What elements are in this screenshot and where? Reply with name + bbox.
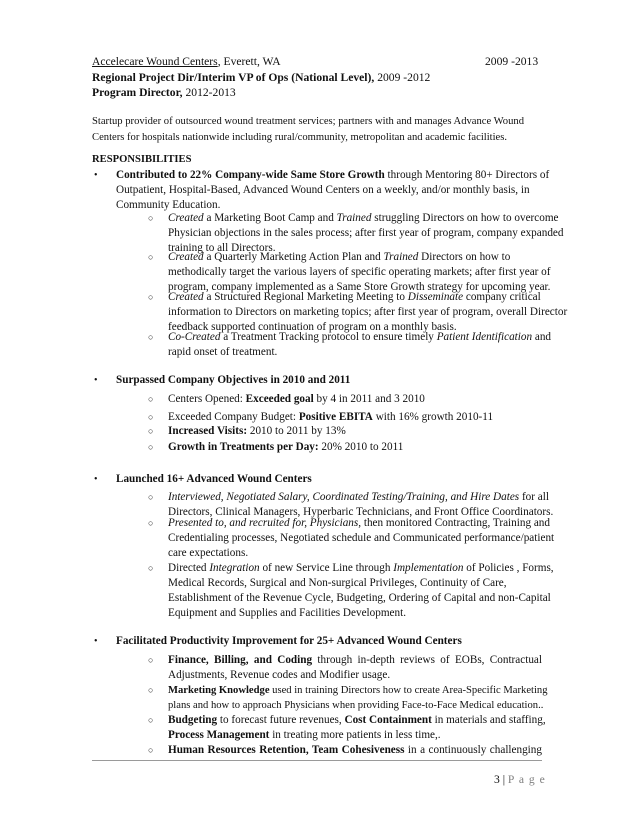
text-run: Implementation [393, 562, 464, 574]
text-run: Budgeting [168, 714, 218, 726]
circle-bullet-icon: ○ [148, 332, 154, 342]
circle-bullet-icon: ○ [148, 412, 154, 422]
circle-bullet-icon: ○ [148, 518, 154, 528]
text-run: Growth in Treatments per Day: [168, 441, 319, 453]
text-run: company critical [463, 291, 541, 303]
b2-sub3 [168, 424, 346, 439]
text-run: Process Management [168, 729, 270, 741]
text-run: Interviewed, Negotiated Salary, Coordinated Testing/Training, and Hire Dates [168, 491, 520, 503]
text-run: Directed [168, 562, 210, 574]
b4-sub2-line-1 [168, 683, 548, 698]
b2-sub4 [168, 440, 403, 455]
employment-years: 2009 -2013 [485, 55, 539, 68]
bullet-3-heading: Launched 16+ Advanced Wound Centers [116, 473, 312, 485]
text-run: for all [519, 491, 549, 503]
circle-bullet-icon: ○ [148, 442, 154, 452]
b2-sub2 [168, 410, 493, 425]
b4-sub3-line-1 [168, 713, 546, 728]
text-run: a Marketing Boot Camp and [203, 212, 337, 224]
b4-sub2-line-2: plans and how to approach Physicians when providing Face-to-Face Medical education.. [168, 700, 544, 711]
b3-sub2-line-1 [168, 516, 550, 531]
bullet-2-heading: Surpassed Company Objectives in 2010 and 2011 [116, 374, 351, 386]
b1-sub2-line-1 [168, 250, 510, 265]
text-run: Integration [209, 562, 260, 574]
text-run: Created [168, 212, 204, 224]
circle-bullet-icon: ○ [148, 292, 154, 302]
b3-sub3-line-4: Equipment and Supplies and Facilities Development. [168, 607, 407, 619]
circle-bullet-icon: ○ [148, 563, 154, 573]
text-run: to forecast future revenues, [217, 714, 345, 726]
b3-sub1-line-2: Directors, Clinical Managers, Hyperbaric Technicians, and Front Office Coordinators. [168, 506, 554, 518]
company-name: Accelecare Wound Centers [92, 55, 218, 68]
b1-sub4-line-2: rapid onset of treatment. [168, 346, 278, 358]
b1-sub1-line-2: Physician objections in the sales process; after first year of program, company expanded [168, 227, 564, 239]
text-run: of new Service Line through [259, 562, 394, 574]
text-run: and [532, 331, 552, 343]
text-run: Trained [383, 251, 419, 263]
circle-bullet-icon: ○ [148, 745, 154, 755]
text-run: Directors on how to [418, 251, 511, 263]
summary-line-2: Centers for hospitals nationwide including rural/community, metropolitan and academic facilities. [92, 132, 508, 143]
text-run: in a continuously challenging [404, 744, 542, 756]
b4-sub1-line-1 [168, 653, 542, 668]
role-2-years: 2012-2013 [182, 86, 236, 99]
text-run: Co-Created [168, 331, 221, 343]
text-run: Increased Visits: [168, 425, 248, 437]
b3-sub3-line-3: Establishment of the Revenue Cycle, Budgeting, Ordering of Capital and non-Capital [168, 592, 551, 604]
b3-sub3-line-2: Medical Records, Surgical and Non-surgical Privileges, Continuity of Care, [168, 577, 507, 589]
bullet-1-heading: Contributed to 22% Company-wide Same Store Growth [116, 169, 385, 181]
bullet-1-line-3: Community Education. [116, 199, 221, 211]
text-run: Trained [336, 212, 372, 224]
bullet-icon: • [94, 636, 98, 647]
role-line-2 [92, 85, 236, 100]
b1-sub2-line-2: methodically target the various layers of specific operating markets; after first year of [168, 266, 551, 278]
bullet-1-line-1 [116, 168, 549, 183]
b3-sub1-line-1 [168, 490, 549, 505]
b1-sub1-line-1 [168, 211, 559, 226]
text-run: Finance, Billing, and Coding [168, 654, 313, 666]
b3-sub3-line-1 [168, 561, 554, 576]
text-run: Presented to, and recruited for, Physicians, [168, 517, 362, 529]
b1-sub3-line-3: feedback supported continuation of program on a monthly basis. [168, 321, 457, 333]
bullet-icon: • [94, 170, 98, 181]
circle-bullet-icon: ○ [148, 655, 154, 665]
b1-sub3-line-2: information to Directors on marketing topics; after first year of program, overall Director [168, 306, 568, 318]
text-run: in treating more patients in less time,. [269, 729, 441, 741]
text-run: 20% 2010 to 2011 [318, 441, 404, 453]
circle-bullet-icon: ○ [148, 492, 154, 502]
text-run: Cost Containment [344, 714, 432, 726]
b1-sub3-line-1 [168, 290, 541, 305]
role-1-years: 2009 -2012 [374, 71, 431, 84]
text-run: Patient Identification [436, 331, 533, 343]
text-run: | [499, 773, 508, 786]
text-run: a Quarterly Marketing Action Plan and [203, 251, 384, 263]
text-run: Exceeded goal [245, 393, 314, 405]
text-run: through Mentoring 80+ Directors of [384, 169, 550, 181]
footer-divider [92, 760, 542, 761]
role-1-title: Regional Project Dir/Interim VP of Ops (National Level), [92, 71, 375, 84]
text-run: Marketing Knowledge [168, 685, 270, 696]
b1-sub2-line-3: program, company implemented as a Same Store Growth strategy for upcoming year. [168, 281, 551, 293]
text-run: a Treatment Tracking protocol to ensure timely [220, 331, 437, 343]
b3-sub2-line-2: Credentialing processes, Negotiated schedule and Communicated performance/patient [168, 532, 555, 544]
b3-sub2-line-3: care expectations. [168, 547, 249, 559]
bullet-1-line-2: Outpatient, Hospital-Based, Advanced Wound Centers on a weekly, and/or monthly basis, in [116, 184, 530, 196]
text-run: Positive EBITA [298, 411, 373, 423]
employer-line [92, 54, 281, 69]
circle-bullet-icon: ○ [148, 426, 154, 436]
page-number: 3 [494, 773, 500, 786]
text-run: through in-depth reviews of EOBs, Contractual [312, 654, 542, 666]
role-2-title: Program Director, [92, 86, 183, 99]
b4-sub4-line-1 [168, 743, 542, 758]
text-run: struggling Directors on how to overcome [371, 212, 559, 224]
circle-bullet-icon: ○ [148, 715, 154, 725]
text-run: Human Resources Retention, Team Cohesiveness [168, 744, 405, 756]
company-location: , Everett, WA [217, 55, 281, 68]
b1-sub4-line-1 [168, 330, 551, 345]
b4-sub3-line-2 [168, 728, 441, 743]
text-run: a Structured Regional Marketing Meeting to [203, 291, 408, 303]
page-label: P a g e [507, 773, 546, 786]
bullet-icon: • [94, 375, 98, 386]
text-run: in materials and staffing, [431, 714, 546, 726]
circle-bullet-icon: ○ [148, 213, 154, 223]
text-run: Exceeded Company Budget: [168, 411, 299, 423]
b1-sub1-line-3: training to all Directors. [168, 242, 276, 254]
circle-bullet-icon: ○ [148, 252, 154, 262]
summary-line-1: Startup provider of outsourced wound treatment services; partners with and manages Advance Wound [92, 116, 524, 127]
bullet-icon: • [94, 474, 98, 485]
circle-bullet-icon: ○ [148, 394, 154, 404]
text-run: Centers Opened: [168, 393, 246, 405]
b2-sub1 [168, 392, 425, 407]
page-footer [494, 772, 546, 787]
text-run: 2010 to 2011 by 13% [247, 425, 346, 437]
text-run: Created [168, 291, 204, 303]
text-run: with 16% growth 2010-11 [372, 411, 494, 423]
text-run: Created [168, 251, 204, 263]
text-run: Disseminate [407, 291, 464, 303]
circle-bullet-icon: ○ [148, 685, 154, 695]
role-line-1 [92, 70, 430, 85]
text-run: used in training Directors how to create Area-Specific Marketing [269, 685, 548, 696]
text-run: by 4 in 2011 and 3 2010 [313, 393, 425, 405]
responsibilities-heading: RESPONSIBILITIES [92, 154, 192, 165]
text-run: then monitored Contracting, Training and [361, 517, 550, 529]
bullet-4-heading: Facilitated Productivity Improvement for 25+ Advanced Wound Centers [116, 635, 462, 647]
b4-sub1-line-2: Adjustments, Revenue codes and Modifier usage. [168, 669, 391, 681]
text-run: of Policies , Forms, [463, 562, 554, 574]
